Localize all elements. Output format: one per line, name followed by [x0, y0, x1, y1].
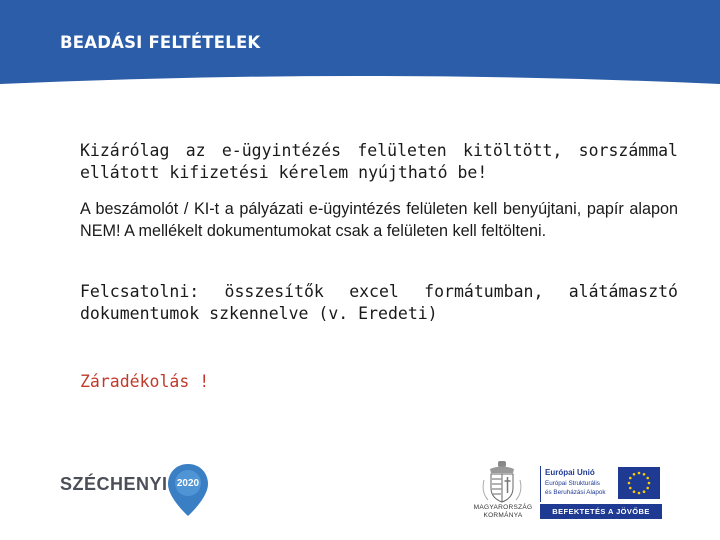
eu-flag-icon [618, 467, 660, 499]
szechenyi-logo-text: SZÉCHENYI [60, 474, 168, 494]
szechenyi-2020-logo [60, 462, 210, 518]
eu-divider [540, 466, 541, 502]
paragraph-report-rule: A beszámolót / KI-t a pályázati e-ügyintézés felületen kell benyújtani, papír alapon NEM! A mellékelt dokumentumokat csak a felületen kell feltölteni. [80, 200, 678, 240]
crest-caption [470, 504, 536, 520]
header-banner [0, 0, 720, 84]
eu-funding-logo [540, 464, 662, 520]
eu-subtitle-line-2: és Beruházási Alapok [545, 489, 606, 496]
eu-bar: BEFEKTETÉS A JÖVŐBE [540, 504, 662, 519]
crest-caption-line-2: KORMÁNYA [483, 512, 523, 519]
page-title: BEADÁSI FELTÉTELEK [60, 33, 261, 52]
szechenyi-pin-icon [166, 462, 210, 518]
crest-caption-line-1: MAGYARORSZÁG [473, 504, 533, 511]
paragraph-attachments-rule: Felcsatolni: összesítők excel formátumban, alátámasztó dokumentumok szkennelve (v. Eredeti) [80, 282, 678, 323]
eu-subtitle-line-1: Európai Strukturális [545, 480, 600, 487]
hungarian-crest-icon [478, 460, 526, 504]
paragraph-submission-rule: Kizárólag az e-ügyintézés felületen kitöltött, sorszámmal ellátott kifizetési kérelem nyújtható be! [80, 141, 678, 182]
eu-title: Európai Unió [545, 468, 595, 477]
eu-subtitle [545, 479, 617, 497]
paragraph-closing-note: Záradékolás ! [80, 372, 210, 391]
szechenyi-logo-year: 2020 [176, 478, 200, 489]
